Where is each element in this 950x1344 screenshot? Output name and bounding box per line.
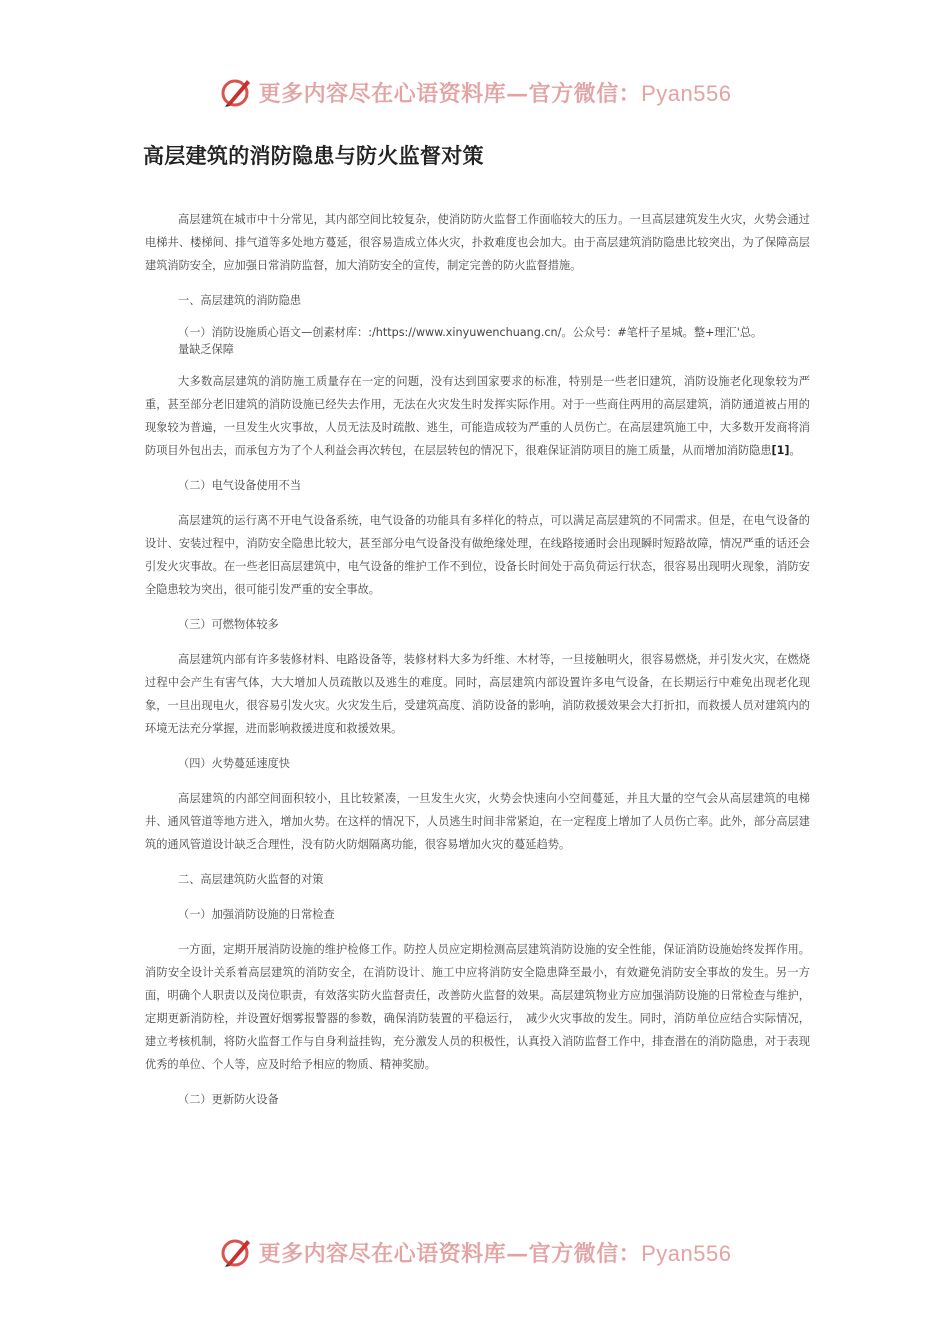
section1-sub3-heading: （三）可燃物体较多 xyxy=(178,618,279,631)
section2-heading: 二、高层建筑防火监督的对策 xyxy=(178,873,324,886)
section2-sub1-heading: （一）加强消防设施的日常检查 xyxy=(178,908,335,921)
section1-sub1-paragraph: 大多数高层建筑的消防施工质量存在一定的问题，没有达到国家要求的标准，特别是一些老旧建筑，消防设施老化现象较为严重，甚至部分老旧建筑的消防设施已经失去作用，无法在火灾发生时发挥实际作用。对于一些商住两用的高层建筑，消防通道被占用的现象较为普遍，一旦发生火灾事故，人员无法及时疏散、逃生，可能造成较为严重的人员伤亡。在高层建筑施工中，大多数开发商将消防项目外包出去，而承包方为了个人利益会再次转包，在层层转包的情况下，很难保证消防项目的施工质量，从而增加消防隐患[1]。 xyxy=(145,375,810,457)
pen-logo-icon xyxy=(219,74,255,110)
banner-text: 更多内容尽在心语资料库—官方微信：Pyan556 xyxy=(258,80,732,107)
section1-sub2-heading: （二）电气设备使用不当 xyxy=(178,479,302,492)
wechat-id: Pyan556 xyxy=(641,1240,732,1266)
banner-text: 更多内容尽在心语资料库—官方微信：Pyan556 xyxy=(258,1240,732,1267)
wechat-id: Pyan556 xyxy=(641,80,732,106)
section1-sub2-paragraph: 高层建筑的运行离不开电气设备系统，电气设备的功能具有多样化的特点，可以满足高层建筑的不同需求。但是，在电气设备的设计、安装过程中，消防安全隐患比较大，甚至部分电气设备没有做绝缘处理，在线路接通时会出现瞬时短路故障，情况严重的话还会引发火灾事故。在一些老旧高层建筑中，电气设备的维护工作不到位，设备长时间处于高负荷运行状态，很容易出现明火现象，消防安全隐患较为突出，很可能引发严重的安全事故。 xyxy=(145,514,810,596)
article-body xyxy=(145,208,810,1123)
section1-heading: 一、高层建筑的消防隐患 xyxy=(178,294,302,307)
intro-paragraph: 高层建筑在城市中十分常见，其内部空间比较复杂，使消防防火监督工作面临较大的压力。一旦高层建筑发生火灾，火势会通过电梯井、楼梯间、排气道等多处地方蔓延，很容易造成立体火灾，扑救难度也会加大。由于高层建筑消防隐患比较突出，为了保障高层建筑消防安全，应加强日常消防监督，加大消防安全的宣传，制定完善的防火监督措施。 xyxy=(145,213,810,272)
section1-sub4-paragraph: 高层建筑的内部空间面积较小，且比较紧凑，一旦发生火灾，火势会快速向小空间蔓延，并且大量的空气会从高层建筑的电梯井、通风管道等地方进入，增加火势。在这样的情况下，人员逃生时间非常紧迫，在一定程度上增加了人员伤亡率。此外，部分高层建筑的通风管道设计缺乏合理性，没有防火防烟隔离功能，很容易增加火灾的蔓延趋势。 xyxy=(145,792,810,851)
section1-sub3-paragraph: 高层建筑内部有许多装修材料、电路设备等，装修材料大多为纤维、木材等，一旦接触明火，很容易燃烧，并引发火灾，在燃烧过程中会产生有害气体，大大增加人员疏散以及逃生的难度。同时，高层建筑内部设置许多电气设备，在长期运行中难免出现老化现象，一旦出现电火，很容易引发火灾。火灾发生后，受建筑高度、消防设备的影响，消防救援效果会大打折扣，而救援人员对建筑内的环境无法充分掌握，进而影响救援进度和救援效果。 xyxy=(145,653,810,735)
section2-sub1-paragraph: 一方面，定期开展消防设施的维护检修工作。防控人员应定期检测高层建筑消防设施的安全性能，保证消防设施始终发挥作用。消防安全设计关系着高层建筑的消防安全，在消防设计、施工中应将消防安全隐患降至最小，有效避免消防安全事故的发生。另一方面，明确个人职责以及岗位职责，有效落实防火监督责任，改善防火监督的效果。高层建筑物业方应加强消防设施的日常检查与维护，定期更新消防栓，并设置好烟雾报警器的参数，确保消防装置的平稳运行， 减少火灾事故的发生。同时，消防单位应结合实际情况，建立考核机制，将防火监督工作与自身利益挂钩，充分激发人员的积极性，认真投入消防监督工作中，排查潜在的消防隐患，对于表现优秀的单位、个人等，应及时给予相应的物质、精神奖励。 xyxy=(145,943,810,1071)
section1-sub1-heading: （一）消防设施质心语文—创素材库：:/https://www.xinyuwenchuang.cn/。公众号：#笔杆子星城。整+理汇'总。 量缺乏保障 xyxy=(178,326,763,356)
section2-sub2-heading: （二）更新防火设备 xyxy=(178,1093,279,1106)
section1-sub4-heading: （四）火势蔓延速度快 xyxy=(178,757,290,770)
page-title: 高层建筑的消防隐患与防火监督对策 xyxy=(143,144,484,168)
header-banner xyxy=(0,72,950,112)
citation-link[interactable]: [1] xyxy=(771,444,790,457)
pen-logo-icon xyxy=(219,1234,255,1270)
footer-banner xyxy=(0,1232,950,1272)
